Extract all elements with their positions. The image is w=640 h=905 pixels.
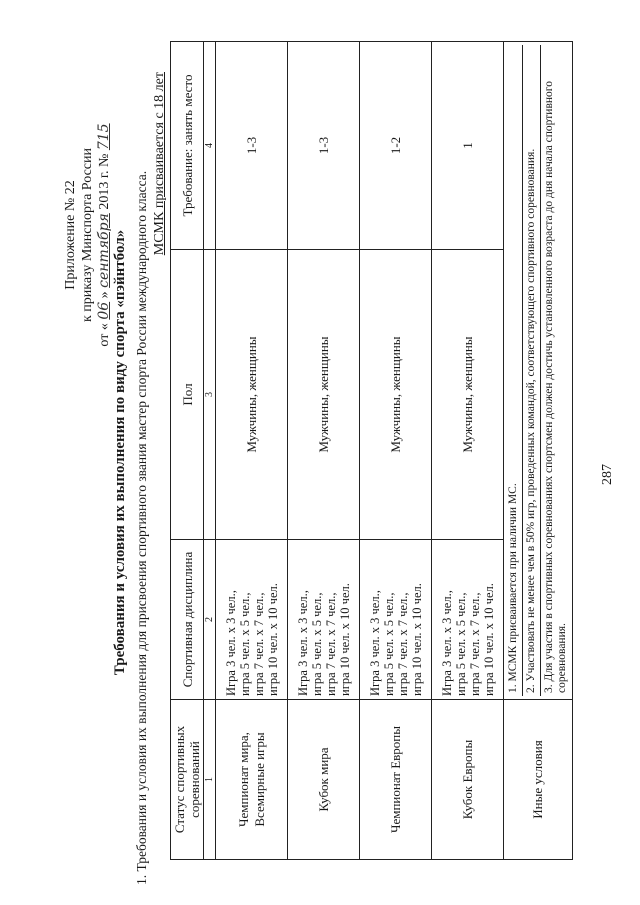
table-row (360, 42, 432, 860)
section-title: 1. Требования и условия их выполнения для присвоения спортивного звания мастер спорта России международного класса. (134, 170, 149, 885)
gender-cell: Мужчины, женщины (360, 250, 432, 540)
discipline-line: Игра 3 чел. х 3 чел., (223, 590, 238, 696)
discipline-line: игра 7 чел. х 7 чел., (467, 592, 482, 696)
handwritten-number: 715 (96, 123, 112, 151)
gender-cell: Мужчины, женщины (216, 250, 288, 540)
column-number: 1 (204, 700, 216, 860)
discipline-line: игра 10 чел. х 10 чел. (265, 583, 280, 696)
header-discipline: Спортивная дисциплина (171, 540, 204, 700)
discipline-line: игра 7 чел. х 7 чел., (251, 592, 266, 696)
other-conditions-row (504, 42, 573, 860)
discipline-line: игра 10 чел. х 10 чел. (481, 583, 496, 696)
status-cell: Кубок Европы (432, 700, 504, 860)
conditions-cell (504, 42, 573, 700)
page-number: 287 (600, 464, 615, 485)
appendix-line: Приложение № 22 (63, 180, 78, 290)
header-gender: Пол (171, 250, 204, 540)
table-header-row (171, 42, 204, 860)
column-number-row (204, 42, 216, 860)
discipline-line: игра 5 чел. х 5 чел., (381, 592, 396, 696)
date-quote: » (97, 291, 112, 299)
discipline-line: игра 7 чел. х 7 чел., (395, 592, 410, 696)
appendix-date-line (96, 85, 113, 385)
header-place: Требование: занять место (171, 42, 204, 250)
date-prefix: от « (97, 323, 112, 347)
age-note: МСМК присваивается с 18 лет (152, 72, 167, 256)
discipline-line: игра 5 чел. х 5 чел., (237, 592, 252, 696)
table-row (432, 42, 504, 860)
other-conditions-label: Иные условия (504, 700, 573, 860)
date-year: 2013 г. № (97, 153, 112, 210)
condition-item: 2. Участвовать не менее чем в 50% игр, проведенных командой, соответствующего спортивного соревнования. (523, 45, 541, 696)
discipline-line: игра 10 чел. х 10 чел. (409, 583, 424, 696)
condition-item: 1. МСМК присваивается при наличии МС. (505, 45, 523, 696)
discipline-line: Игра 3 чел. х 3 чел., (367, 590, 382, 696)
discipline-line: Игра 3 чел. х 3 чел., (439, 590, 454, 696)
appendix-order-line: к приказу Минспорта России (80, 148, 95, 322)
gender-cell: Мужчины, женщины (288, 250, 360, 540)
discipline-line: игра 5 чел. х 5 чел., (453, 592, 468, 696)
table-row (288, 42, 360, 860)
status-cell: Чемпионат Европы (360, 700, 432, 860)
discipline-cell (288, 540, 360, 700)
requirements-table (170, 41, 573, 860)
header-status: Статус спортивных соревнований (171, 700, 204, 860)
handwritten-month: сентября (96, 213, 112, 288)
discipline-cell (432, 540, 504, 700)
status-cell: Чемпионат мира, Всемирные игры (216, 700, 288, 860)
discipline-line: Игра 3 чел. х 3 чел., (295, 590, 310, 696)
discipline-line: игра 7 чел. х 7 чел., (323, 592, 338, 696)
place-cell: 1-2 (360, 42, 432, 250)
discipline-line: игра 10 чел. х 10 чел. (337, 583, 352, 696)
place-cell: 1-3 (288, 42, 360, 250)
document-title: Требования и условия их выполнения по виду спорта «пэйнтбол» (112, 229, 128, 676)
column-number: 2 (204, 540, 216, 700)
column-number: 3 (204, 250, 216, 540)
table-row (216, 42, 288, 860)
condition-item: 3. Для участия в спортивных соревнованиях спортсмен должен достичь установленного возраста до дня начала спортивного соревнования. (543, 81, 568, 693)
appendix-block (62, 85, 113, 385)
discipline-line: игра 5 чел. х 5 чел., (309, 592, 324, 696)
handwritten-day: 06 (96, 301, 112, 320)
place-cell: 1-3 (216, 42, 288, 250)
discipline-cell (216, 540, 288, 700)
place-cell: 1 (432, 42, 504, 250)
gender-cell: Мужчины, женщины (432, 250, 504, 540)
column-number: 4 (204, 42, 216, 250)
status-cell: Кубок мира (288, 700, 360, 860)
discipline-cell (360, 540, 432, 700)
